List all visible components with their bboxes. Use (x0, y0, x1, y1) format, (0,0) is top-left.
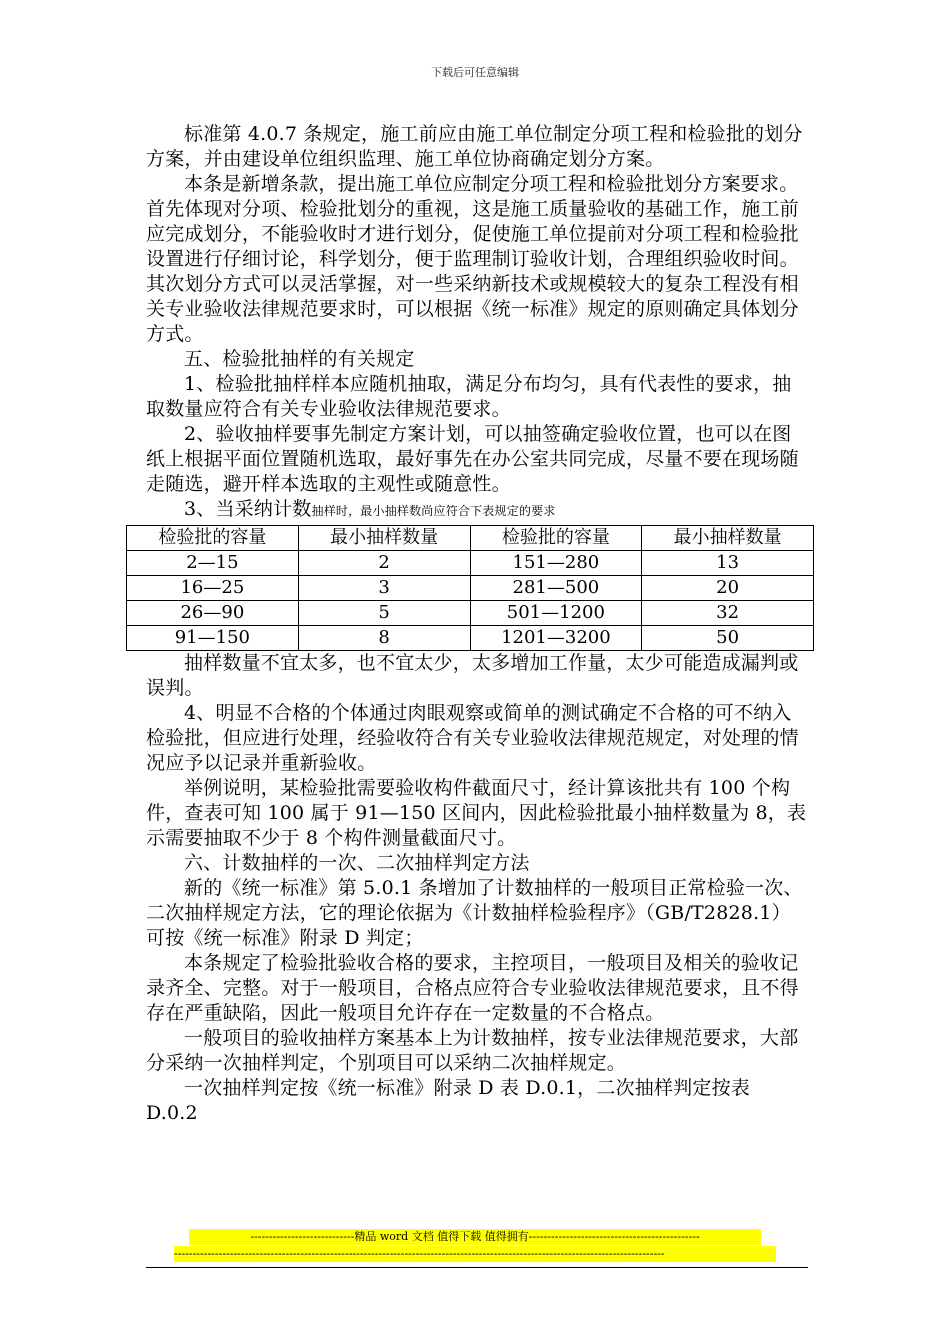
paragraph: 本条规定了检验批验收合格的要求，主控项目，一般项目及相关的验收记录齐全、完整。对于一般项目，合格点应符合专业验收法律规范要求，且不得存在严重缺陷，因此一般项目允许存在一定数量的不合格点。 (146, 952, 799, 1024)
footer-banner: ----------------------------精品 word 文档 值得下载 值得拥有---------------------------------------------- (189, 1229, 761, 1245)
section-heading: 五、检验批抽样的有关规定 (184, 348, 415, 370)
table-cell: 26—90 (127, 601, 299, 626)
footer-rule (146, 1267, 808, 1268)
paragraph: 抽样数量不宜太多，也不宜太少，太多增加工作量，太少可能造成漏判或误判。 (146, 652, 799, 699)
table-intro-lead: 3、当采纳计数 (184, 498, 312, 520)
table-cell: 1201—3200 (470, 626, 642, 651)
table-row (127, 551, 814, 576)
table-header-row (127, 526, 814, 551)
table-header-cell: 检验批的容量 (127, 526, 299, 551)
table-row (127, 626, 814, 651)
table-cell: 501—1200 (470, 601, 642, 626)
table-cell: 8 (298, 626, 470, 651)
paragraph: 2、验收抽样要事先制定方案计划，可以抽签确定验收位置，也可以在图纸上根据平面位置随机选取，最好事先在办公室共同完成，尽量不要在现场随走随选，避开样本选取的主观性或随意性。 (146, 423, 799, 495)
table-cell: 16—25 (127, 576, 299, 601)
table-cell: 5 (298, 601, 470, 626)
paragraph: 一般项目的验收抽样方案基本上为计数抽样，按专业法律规范要求，大部分采纳一次抽样判定，个别项目可以采纳二次抽样规定。 (146, 1027, 799, 1074)
document-body (146, 122, 808, 1126)
table-header-cell: 最小抽样数量 (642, 526, 814, 551)
table-cell: 91—150 (127, 626, 299, 651)
table-header-cell: 最小抽样数量 (298, 526, 470, 551)
paragraph: 举例说明，某检验批需要验收构件截面尺寸，经计算该批共有 100 个构件，查表可知 100 属于 91—150 区间内，因此检验批最小抽样数量为 8，表示需要抽取不少于 8 个构件测量截面尺寸。 (146, 777, 807, 849)
table-cell: 3 (298, 576, 470, 601)
table-row (127, 576, 814, 601)
table-intro (146, 497, 808, 524)
table-cell: 281—500 (470, 576, 642, 601)
table-cell: 20 (642, 576, 814, 601)
table-row (127, 601, 814, 626)
section-heading: 六、计数抽样的一次、二次抽样判定方法 (184, 852, 530, 874)
paragraph: 1、检验批抽样样本应随机抽取，满足分布均匀，具有代表性的要求，抽取数量应符合有关专业验收法律规范要求。 (146, 373, 792, 420)
table-intro-tail: 抽样时，最小抽样数尚应符合下表规定的要求 (311, 504, 556, 518)
paragraph: 新的《统一标准》第 5.0.1 条增加了计数抽样的一般项目正常检验一次、二次抽样规定方法，它的理论依据为《计数抽样检验程序》（GB/T2828.1）可按《统一标准》附录 D 判定； (146, 877, 803, 949)
paragraph: 一次抽样判定按《统一标准》附录 D 表 D.0.1，二次抽样判定按表 D.0.2 (146, 1077, 750, 1124)
table-header-cell: 检验批的容量 (470, 526, 642, 551)
table-cell: 32 (642, 601, 814, 626)
page-header: 下载后可任意编辑 (431, 66, 519, 79)
table-cell: 50 (642, 626, 814, 651)
table-cell: 13 (642, 551, 814, 576)
paragraph: 4、明显不合格的个体通过肉眼观察或简单的测试确定不合格的可不纳入检验批，但应进行处理，经验收符合有关专业验收法律规范规定，对处理的情况应予以记录并重新验收。 (146, 702, 799, 774)
table-cell: 2—15 (127, 551, 299, 576)
sampling-table (126, 525, 814, 651)
table-cell: 2 (298, 551, 470, 576)
footer-dashes: ------------------------------------------------------------------------------------------------------------------------------------ (174, 1246, 776, 1262)
table-cell: 151—280 (470, 551, 642, 576)
paragraph: 标准第 4.0.7 条规定，施工前应由施工单位制定分项工程和检验批的划分方案，并由建设单位组织监理、施工单位协商确定划分方案。 (146, 123, 803, 170)
paragraph: 本条是新增条款，提出施工单位应制定分项工程和检验批划分方案要求。首先体现对分项、检验批划分的重视，这是施工质量验收的基础工作，施工前应完成划分，不能验收时才进行划分，促使施工单位提前对分项工程和检验批设置进行仔细讨论，科学划分，便于监理制订验收计划，合理组织验收时间。其次划分方式可以灵活掌握，对一些采纳新技术或规模较大的复杂工程没有相关专业验收法律规范要求时，可以根据《统一标准》规定的原则确定具体划分方式。 (146, 173, 799, 345)
